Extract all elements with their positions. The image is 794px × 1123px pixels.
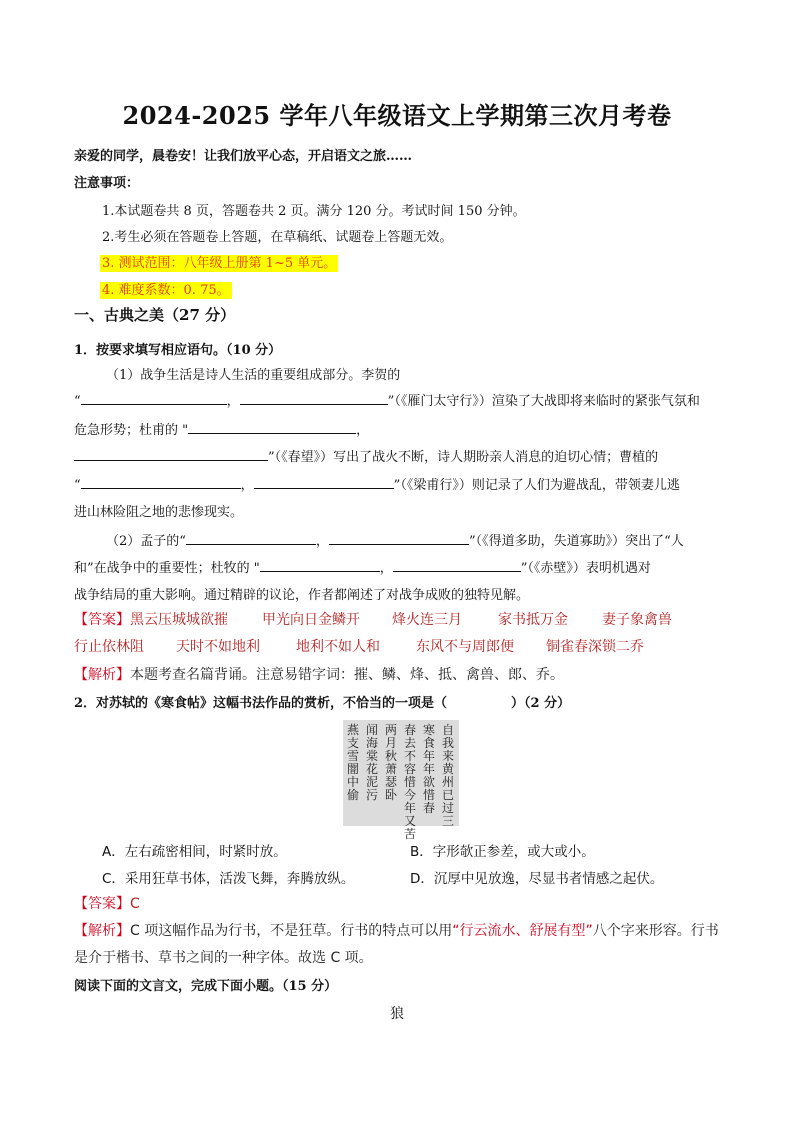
answer-tag: 【答案】 xyxy=(74,896,130,912)
q2-analysis-a: C 项这幅作品为行书，不是狂草。行书的特点可以用 xyxy=(130,923,453,939)
answer-blank[interactable] xyxy=(188,419,356,434)
answer-blank[interactable] xyxy=(254,474,394,489)
analysis-tag: 【解析】 xyxy=(74,667,130,683)
question-2-stem xyxy=(74,692,570,711)
answer-blank[interactable] xyxy=(329,530,469,545)
answer-blank[interactable] xyxy=(74,446,268,461)
greeting: 亲爱的同学，晨卷安！让我们放平心态，开启语文之旅…… xyxy=(74,149,413,164)
calligraphy-image xyxy=(343,720,459,841)
q1-p2-text-b: ”（《得道多助，失道寡助》）突出了“人 xyxy=(468,534,684,549)
answer-blank[interactable] xyxy=(81,390,227,405)
note-item-1: 1.本试题卷共 8 页，答题卷共 2 页。满分 120 分。考试时间 150 分钟。 xyxy=(102,204,526,219)
note-item-3: 3. 测试范围：八年级上册第 1~5 单元。 xyxy=(102,256,337,271)
q2-analysis-line1 xyxy=(74,920,719,940)
q1-answer-6: 行止依林阻 xyxy=(74,639,144,655)
q2-answer xyxy=(74,893,140,913)
q1-answer-2: 甲光向日金鳞开 xyxy=(262,612,360,628)
calligraphy-column-6: 燕支雪闇中偷 xyxy=(347,723,360,802)
q2-stem-a: 2．对苏轼的《寒食帖》这幅书法作品的赏析，不恰当的一项是（ xyxy=(74,696,448,711)
notes-heading: 注意事项： xyxy=(74,176,140,191)
q1-analysis-text: 本题考查名篇背诵。注意易错字词：摧、鳞、烽、抵、禽兽、郎、乔。 xyxy=(130,667,564,683)
section-heading: 一、古典之美（27 分） xyxy=(74,306,236,324)
q1-p2-line2: 和”在战争中的重要性；杜牧的 " ， ”（《赤壁》）表明机遇对 xyxy=(74,557,651,576)
calligraphy-column-3: 春去不容惜今年又苦 xyxy=(404,723,417,841)
option-d[interactable]: D．沉厚中见放逸，尽显书者情感之起伏。 xyxy=(410,871,664,887)
q1-answer-5: 妻子象禽兽 xyxy=(602,612,672,628)
note-item-2: 2.考生必须在答题卷上答题，在草稿纸、试题卷上答题无效。 xyxy=(102,230,453,245)
q1-p1-line5: “ ， ”（《梁甫行》）则记录了人们为避战乱，带领妻儿逃 xyxy=(74,474,680,493)
calligraphy-column-5: 闻海棠花泥污 xyxy=(366,723,379,802)
calligraphy-column-1: 自我来黄州已过三 xyxy=(442,723,455,828)
answer-blank[interactable] xyxy=(81,474,241,489)
q1-answer-10: 铜雀春深锁二乔 xyxy=(546,639,644,655)
q1-p2-line3: 战争结局的重大影响。通过精辟的议论，作者都阐述了对战争成败的独特见解。 xyxy=(74,588,530,603)
q1-answer-row-1 xyxy=(74,609,130,629)
q2-analysis-quote: “行云流水、舒展有型” xyxy=(452,923,593,939)
q2-stem-b: ）（2 分） xyxy=(511,696,571,711)
q1-p2-line1: （2）孟子的“ ， ”（《得道多助，失道寡助》）突出了“人 xyxy=(106,530,684,549)
q1-p2-text-c: 和”在战争中的重要性；杜牧的 " xyxy=(74,561,260,576)
q1-answer-7: 天时不如地利 xyxy=(176,639,260,655)
note-item-4: 4. 难度系数：0. 75。 xyxy=(102,283,230,298)
q1-p2-text-d: ”（《赤壁》）表明机遇对 xyxy=(520,561,651,576)
q1-answer-8: 地利不如人和 xyxy=(296,639,380,655)
calligraphy-column-4: 两月秋萧瑟卧 xyxy=(385,723,398,802)
answer-blank[interactable] xyxy=(393,557,521,572)
q1-analysis xyxy=(74,664,564,684)
exam-title: 2024-2025 学年八年级语文上学期第三次月考卷 xyxy=(122,101,672,130)
q2-answer-value: C xyxy=(130,896,140,912)
passage-title: 狼 xyxy=(390,1006,404,1022)
option-a[interactable]: A．左右疏密相间，时紧时放。 xyxy=(102,844,287,860)
q1-p1-line4 xyxy=(74,446,658,465)
reading-stem: 阅读下面的文言文，完成下面小题。（15 分） xyxy=(74,979,338,994)
q1-p1-line1: （1）战争生活是诗人生活的重要组成部分。李贺的 xyxy=(106,368,401,383)
analysis-tag: 【解析】 xyxy=(74,923,130,939)
answer-tag: 【答案】 xyxy=(74,612,130,628)
q1-p1-text-d: ”（《春望》）写出了战火不断，诗人期盼亲人消息的迫切心情；曹植的 xyxy=(268,450,659,465)
q1-p1-text-e: ”（《梁甫行》）则记录了人们为避战乱，带领妻儿逃 xyxy=(393,478,680,493)
option-b[interactable]: B．字形欹正参差，或大或小。 xyxy=(410,844,595,860)
q2-analysis-b: 八个字来形容。行书 xyxy=(592,923,719,939)
q1-p1-line3: 危急形势；杜甫的 " ， xyxy=(74,419,369,438)
question-1-stem: 1．按要求填写相应语句。（10 分） xyxy=(74,343,282,358)
q1-p1-line6: 进山林险阻之地的悲惨现实。 xyxy=(74,505,244,520)
q1-p1-line2: “ ， ”（《雁门太守行》）渲染了大战即将来临时的紧张气氛和 xyxy=(74,390,700,409)
answer-blank[interactable] xyxy=(186,530,316,545)
q2-analysis-line2: 是介于楷书、草书之间的一种字体。故选 C 项。 xyxy=(74,950,373,966)
q1-answer-4: 家书抵万金 xyxy=(498,612,568,628)
q1-answer-9: 东风不与周郎便 xyxy=(416,639,514,655)
q1-p1-text-b: ”（《雁门太守行》）渲染了大战即将来临时的紧张气氛和 xyxy=(387,394,700,409)
option-c[interactable]: C．采用狂草书体，活泼飞舞，奔腾放纵。 xyxy=(102,871,355,887)
answer-blank[interactable] xyxy=(240,390,388,405)
q1-answer-1: 黑云压城城欲摧 xyxy=(130,612,228,628)
q1-answer-3: 烽火连三月 xyxy=(392,612,462,628)
calligraphy-column-2: 寒食年年欲惜春 xyxy=(423,723,436,815)
q1-p1-text-c: 危急形势；杜甫的 " xyxy=(74,423,189,438)
answer-blank[interactable] xyxy=(260,557,380,572)
q1-p2-text-a: （2）孟子的“ xyxy=(106,534,186,549)
